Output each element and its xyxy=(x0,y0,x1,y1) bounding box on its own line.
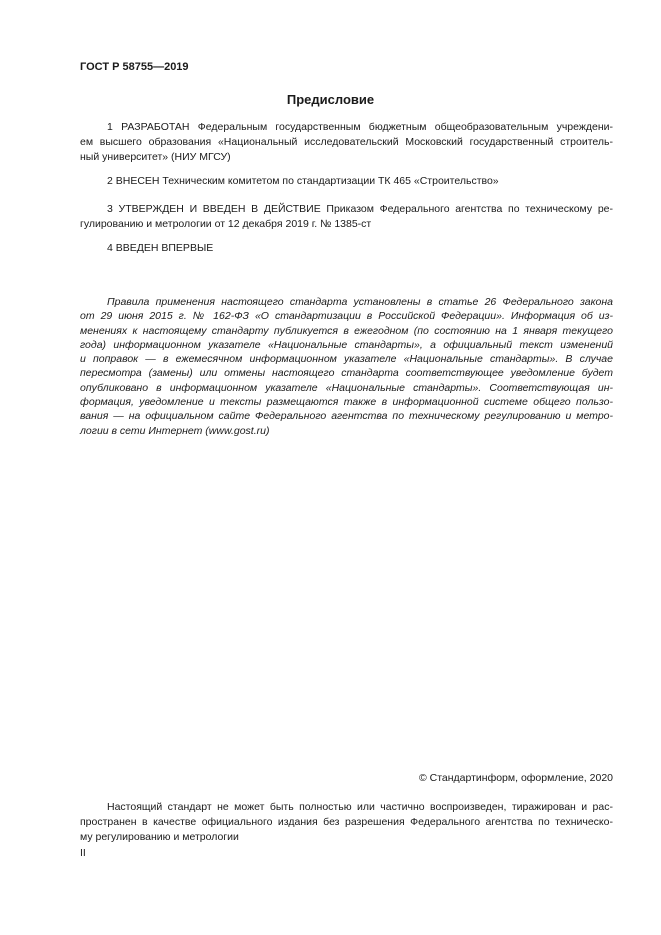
text-line: логии в сети Интернет (www.gost.ru) xyxy=(80,424,270,437)
reproduction-notice xyxy=(80,800,613,845)
foreword-item-2 xyxy=(80,174,613,189)
copyright-notice: © Стандартинформ, оформление, 2020 xyxy=(418,772,613,784)
text-line: 2 ВНЕСЕН Техническим комитетом по стандартизации ТК 465 «Строительство» xyxy=(107,175,499,187)
page-number: II xyxy=(80,847,86,859)
text-line: ный университет» (НИУ МГСУ) xyxy=(80,151,231,163)
foreword-item-1 xyxy=(80,120,613,165)
text-line: пересмотра (замены) или отмены настоящего стандарта соответствующее уведомление будет xyxy=(80,367,613,380)
text-line: менениях к настоящему стандарту публикуется в ежегодном (по состоянию на 1 января текущего xyxy=(80,324,613,337)
standard-code-header: ГОСТ Р 58755—2019 xyxy=(80,61,189,73)
foreword-item-4 xyxy=(80,241,613,256)
text-line: вания — на официальном сайте Федерального агентства по техническому регулированию и метро- xyxy=(80,410,613,423)
text-line: и поправок — в ежемесячном информационном указателе «Национальные стандарты». В случае xyxy=(80,353,613,366)
notice-paragraph xyxy=(80,295,613,438)
text-line: Настоящий стандарт не может быть полностью или частично воспроизведен, тиражирован и рас- xyxy=(107,801,613,813)
text-line: пространен в качестве официального издания без разрешения Федерального агентства по техническо- xyxy=(80,816,613,828)
text-line: от 29 июня 2015 г. № 162-ФЗ «О стандартизации в Российской Федерации». Информация об из- xyxy=(80,310,613,323)
text-line: 1 РАЗРАБОТАН Федеральным государственным бюджетным общеобразовательным учреждени- xyxy=(107,121,613,133)
foreword-item-3 xyxy=(80,202,613,232)
text-line: формация, уведомление и тексты размещаются также в информационной системе общего пользо- xyxy=(80,396,613,409)
text-line: года) информационном указателе «Национальные стандарты», а официальный текст изменений xyxy=(80,338,613,351)
text-line: 3 УТВЕРЖДЕН И ВВЕДЕН В ДЕЙСТВИЕ Приказом Федерального агентства по техническому ре- xyxy=(107,203,613,215)
text-line: ем высшего образования «Национальный исследовательский Московский государственный строитель- xyxy=(80,136,613,148)
text-line: му регулированию и метрологии xyxy=(80,831,239,843)
text-line: опубликовано в информационном указателе «Национальные стандарты». Соответствующая ин- xyxy=(80,381,613,394)
text-line: Правила применения настоящего стандарта установлены в статье 26 Федерального закона xyxy=(107,296,613,308)
text-line: гулированию и метрологии от 12 декабря 2019 г. № 1385-ст xyxy=(80,218,372,230)
text-line: 4 ВВЕДЕН ВПЕРВЫЕ xyxy=(107,242,214,254)
page-title: Предисловие xyxy=(286,92,375,107)
